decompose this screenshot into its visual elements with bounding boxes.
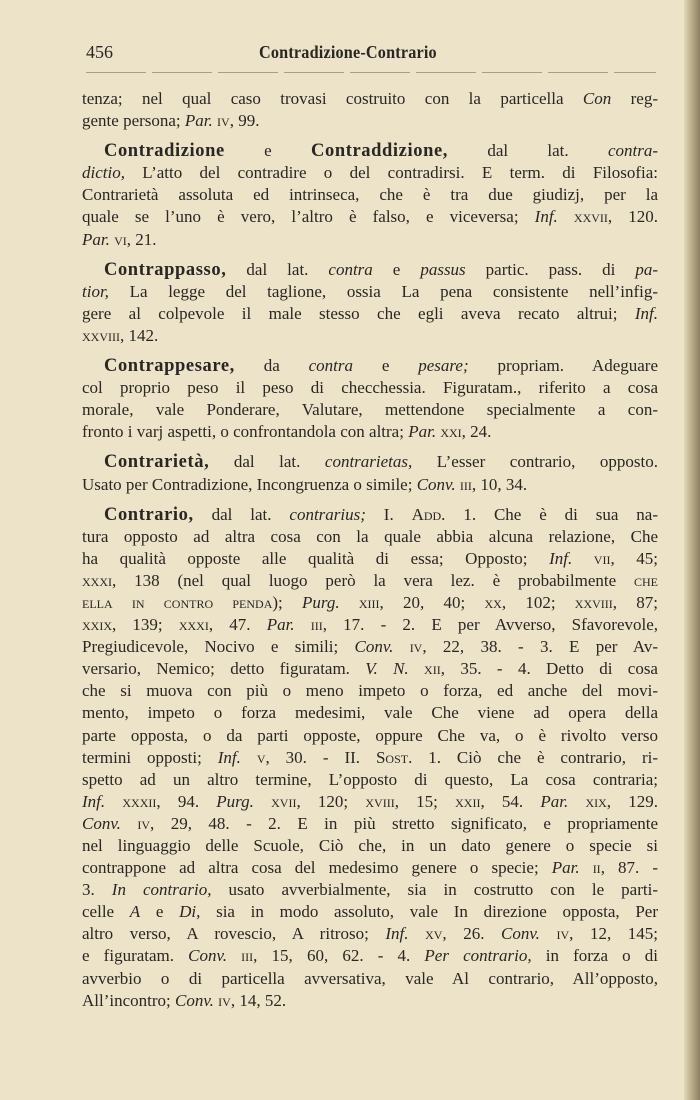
text-run: La legge del taglione, ossia La pena consistente nell’infig- bbox=[108, 281, 658, 301]
text-run: mento, impeto o forza medesimi, vale Che viene ad opera della bbox=[82, 703, 658, 723]
text-run bbox=[254, 792, 271, 811]
small-caps-text: xviii bbox=[365, 791, 395, 811]
text-run: , 47. bbox=[208, 615, 267, 635]
italic-text: contrarius; bbox=[289, 504, 366, 524]
text-run: in forza o di bbox=[531, 946, 658, 966]
text-run: dal lat. bbox=[226, 259, 329, 279]
text-run bbox=[393, 637, 409, 656]
small-caps-text: xxvii bbox=[573, 207, 608, 227]
italic-text: V. N. bbox=[365, 659, 409, 679]
text-run: reg- bbox=[611, 89, 658, 108]
text-run bbox=[227, 946, 241, 965]
italic-text: Inf. bbox=[549, 548, 573, 568]
text-line bbox=[82, 990, 658, 1012]
italic-text: Inf. bbox=[634, 303, 658, 323]
text-run: 1. Che è di sua na- bbox=[445, 504, 658, 524]
text-run: , 29, 48. - 2. E in più stretto significato, e propriamente bbox=[150, 813, 659, 833]
headword: Contrappasso, bbox=[104, 259, 227, 280]
small-caps-text: ii bbox=[592, 858, 601, 878]
text-run: gere al colpevole il male stesso che egli aveva recato altrui; bbox=[82, 303, 635, 323]
small-caps-text: iv bbox=[137, 813, 150, 833]
italic-text: Conv. bbox=[354, 637, 394, 657]
italic-text: Purg. bbox=[302, 592, 340, 612]
small-caps-text: xx bbox=[484, 592, 502, 612]
italic-text: Inf. bbox=[385, 924, 409, 944]
text-run: , 15, 60, 62. - 4. bbox=[253, 946, 425, 966]
italic-text: Conv. bbox=[82, 813, 121, 833]
text-line bbox=[82, 769, 658, 791]
italic-text: A bbox=[129, 902, 141, 922]
text-run bbox=[580, 858, 593, 877]
text-run: ); bbox=[272, 592, 302, 612]
italic-text: Inf. bbox=[534, 207, 558, 227]
text-run: celle bbox=[82, 902, 130, 922]
small-caps-text: xxi bbox=[440, 422, 462, 442]
text-line bbox=[82, 110, 658, 132]
text-run: , 17. - 2. E per Avverso, Sfavorevole, bbox=[322, 615, 659, 635]
text-line bbox=[82, 451, 658, 473]
text-run: , 10, 34. bbox=[471, 474, 528, 494]
italic-text: Conv. bbox=[416, 474, 456, 494]
text-line bbox=[82, 548, 658, 570]
text-run: , 142. bbox=[120, 325, 159, 345]
italic-text: Inf. bbox=[217, 747, 241, 767]
text-line bbox=[82, 791, 658, 813]
text-line bbox=[82, 140, 658, 162]
text-run: L’esser contrario, opposto. bbox=[412, 452, 658, 472]
small-caps-text: vi bbox=[114, 229, 127, 249]
text-line bbox=[82, 725, 658, 747]
text-run: , 138 (nel qual luogo però la vera lez. è probabilmente bbox=[112, 570, 634, 590]
italic-text: contra bbox=[328, 259, 373, 279]
text-line bbox=[82, 835, 658, 857]
text-line bbox=[82, 968, 658, 990]
small-caps-text: che bbox=[634, 570, 658, 590]
text-run bbox=[105, 792, 122, 811]
text-run: avverbio o di particella avversativa, vale Al contrario, All’opposto, bbox=[82, 968, 658, 988]
small-caps-text: iii bbox=[459, 474, 472, 494]
small-caps-text: iv bbox=[217, 111, 230, 131]
text-run: propriam. Adeguare bbox=[468, 356, 659, 376]
text-run: , 22, 38. - 3. E per Av- bbox=[422, 637, 659, 657]
text-run: , 15; bbox=[394, 791, 456, 811]
text-run: da bbox=[234, 356, 309, 376]
small-caps-text: xvii bbox=[271, 791, 297, 811]
text-line bbox=[82, 945, 658, 967]
small-caps-text: xxii bbox=[455, 791, 481, 811]
text-run: , 87; bbox=[612, 592, 658, 612]
text-run bbox=[121, 814, 137, 833]
text-run: , 14, 52. bbox=[230, 990, 287, 1010]
page-number: 456 bbox=[86, 42, 113, 62]
italic-text: Par. bbox=[408, 422, 437, 442]
italic-text: dictio, bbox=[82, 163, 125, 183]
headword: Contradizione bbox=[104, 141, 225, 162]
headword: Contrarietà, bbox=[104, 452, 210, 473]
dictionary-entry bbox=[82, 259, 658, 347]
small-caps-text: iii bbox=[310, 615, 323, 635]
headword: Contrappesare, bbox=[104, 356, 235, 377]
text-run bbox=[540, 924, 557, 943]
text-run bbox=[409, 659, 424, 678]
continued-entry bbox=[82, 88, 658, 132]
text-line bbox=[82, 857, 658, 879]
dictionary-body bbox=[82, 88, 658, 1020]
text-run bbox=[572, 549, 594, 568]
text-line bbox=[82, 421, 658, 443]
text-line bbox=[82, 281, 658, 303]
small-caps-text: xv bbox=[425, 924, 443, 944]
text-run bbox=[558, 207, 574, 226]
text-run: e bbox=[353, 356, 419, 376]
small-caps-text: xiii bbox=[358, 592, 380, 612]
text-run: , 30. - II. bbox=[265, 747, 376, 767]
small-caps-text: xxxi bbox=[82, 570, 112, 590]
italic-text: Con bbox=[582, 89, 612, 108]
small-caps-text: vii bbox=[593, 548, 611, 568]
text-run: partic. pass. di bbox=[465, 259, 636, 279]
text-line bbox=[82, 355, 658, 377]
italic-text: Conv. bbox=[175, 990, 214, 1010]
italic-text: Par. bbox=[551, 858, 580, 878]
text-run bbox=[241, 748, 257, 767]
small-caps-text: Sost. bbox=[375, 747, 413, 767]
text-run: spetto ad un altro termine, L’opposto di questo, La cosa contraria; bbox=[82, 769, 658, 789]
text-line bbox=[82, 303, 658, 325]
text-run: , 12, 145; bbox=[569, 924, 658, 944]
text-run: termini opposti; bbox=[82, 747, 218, 767]
text-line bbox=[82, 592, 658, 614]
text-line bbox=[82, 206, 658, 228]
small-caps-text: xxix bbox=[82, 615, 112, 635]
headword: Contraddizione, bbox=[311, 141, 448, 162]
small-caps-text: iv bbox=[409, 637, 423, 657]
text-run: , 99. bbox=[229, 111, 260, 131]
italic-text: contra- bbox=[607, 141, 658, 161]
italic-text: Par. bbox=[266, 615, 295, 635]
text-run: dal lat. bbox=[209, 452, 325, 472]
text-run bbox=[340, 593, 359, 612]
italic-text: pesare; bbox=[418, 356, 469, 376]
text-run: tura opposto ad altra cosa con la quale abbia alcuna relazione, Che bbox=[82, 526, 658, 546]
italic-text: Conv. bbox=[188, 946, 228, 966]
text-run: All’incontro; bbox=[82, 990, 176, 1010]
text-run: usato avverbialmente, sia in costrutto con le parti- bbox=[211, 880, 658, 900]
text-run: , 20, 40; bbox=[379, 592, 485, 612]
text-run bbox=[409, 924, 426, 943]
text-run: L’atto del contradire o del contradirsi. E term. di Filosofia: bbox=[124, 163, 658, 183]
text-line bbox=[82, 229, 658, 251]
small-caps-text: xxviii bbox=[574, 592, 613, 612]
italic-text: Purg. bbox=[216, 791, 254, 811]
text-line bbox=[82, 259, 658, 281]
text-line bbox=[82, 901, 658, 923]
text-run: nel linguaggio delle Scuole, Ciò che, in un dato genere o specie si bbox=[82, 836, 658, 855]
italic-text: Inf. bbox=[82, 791, 106, 811]
text-line bbox=[82, 747, 658, 769]
italic-text: contra bbox=[308, 356, 354, 376]
italic-text: Par. bbox=[82, 229, 110, 249]
text-line bbox=[82, 680, 658, 702]
text-run: , 120. bbox=[607, 207, 659, 227]
text-run: , 21. bbox=[126, 229, 157, 249]
text-line bbox=[82, 88, 658, 110]
text-run: Usato per Contradizione, Incongruenza o simile; bbox=[82, 474, 417, 494]
small-caps-text: iv bbox=[556, 924, 570, 944]
text-line bbox=[82, 614, 658, 636]
text-line bbox=[82, 377, 658, 399]
text-run: , 129. bbox=[606, 791, 659, 811]
small-caps-text: xix bbox=[585, 791, 607, 811]
italic-text: In contrario, bbox=[111, 880, 212, 900]
text-line bbox=[82, 184, 658, 206]
text-run: 1. Ciò che è contrario, ri- bbox=[412, 747, 659, 767]
text-run: che si muova con più o meno impeto o forza, ed anche del movi- bbox=[82, 681, 658, 701]
small-caps-text: xxxi bbox=[178, 615, 209, 635]
text-run: versario, Nemico; detto figuratam. bbox=[82, 659, 366, 679]
small-caps-text: Add. bbox=[411, 504, 446, 524]
italic-text: Conv. bbox=[501, 924, 540, 944]
italic-text: Par. bbox=[184, 111, 213, 131]
text-line bbox=[82, 474, 658, 496]
text-run: , 35. - 4. Detto di cosa bbox=[440, 659, 658, 679]
small-caps-text: iv bbox=[218, 990, 231, 1010]
dictionary-entry bbox=[82, 504, 658, 1012]
text-run: , 87. - bbox=[600, 858, 658, 878]
text-run: , 94. bbox=[156, 791, 217, 811]
text-run: ha qualità opposte alle qualità di essa; Opposto; bbox=[82, 548, 550, 568]
text-run: altro verso, A rovescio, A ritroso; bbox=[82, 924, 386, 944]
dictionary-entry bbox=[82, 140, 658, 250]
text-line bbox=[82, 325, 658, 347]
text-line bbox=[82, 570, 658, 592]
text-run: , 139; bbox=[112, 615, 179, 635]
text-run: 3. bbox=[82, 880, 112, 900]
small-caps-text: iii bbox=[241, 946, 254, 966]
italic-text: tior, bbox=[82, 281, 109, 301]
text-run: parte opposta, o da parti opposte, oppure Che va, o è rivolto verso bbox=[82, 725, 658, 745]
italic-text: Per contrario, bbox=[424, 946, 532, 966]
text-run: Contrarietà assoluta ed intrinseca, che è tra due giudizj, per la bbox=[82, 185, 658, 205]
text-run: dal lat. bbox=[448, 141, 608, 161]
page-edge-shadow bbox=[684, 0, 700, 1100]
text-run: dal lat. bbox=[193, 504, 290, 524]
text-run: I. bbox=[365, 504, 412, 524]
header-rule bbox=[86, 72, 656, 73]
italic-text: passus bbox=[420, 259, 466, 279]
small-caps-text: xxviii bbox=[82, 325, 120, 345]
text-run: , 45; bbox=[610, 548, 658, 568]
text-run: e bbox=[224, 141, 312, 161]
text-line bbox=[82, 162, 658, 184]
text-run: e bbox=[140, 902, 180, 922]
text-line bbox=[82, 879, 658, 901]
text-run: , 54. bbox=[480, 791, 541, 811]
page-header bbox=[86, 42, 656, 66]
text-line bbox=[82, 399, 658, 421]
text-run: morale, vale Ponderare, Valutare, mettendone specialmente a con- bbox=[82, 400, 658, 420]
text-line bbox=[82, 923, 658, 945]
text-run: , 26. bbox=[442, 924, 502, 944]
text-line bbox=[82, 702, 658, 724]
text-run: contrappone ad altra cosa del medesimo genere o specie; bbox=[82, 858, 552, 878]
italic-text: contrarietas, bbox=[324, 452, 413, 472]
italic-text: Par. bbox=[540, 791, 569, 811]
text-run: Pregiudicevole, Nocivo e simili; bbox=[82, 637, 355, 657]
text-run: gente persona; bbox=[82, 111, 185, 131]
small-caps-text: v bbox=[256, 747, 266, 767]
text-line bbox=[82, 658, 658, 680]
dictionary-entry bbox=[82, 355, 658, 443]
text-line bbox=[82, 636, 658, 658]
small-caps-text: xii bbox=[424, 659, 441, 679]
running-head: Contradizione-Contrario bbox=[259, 42, 437, 62]
headword: Contrario, bbox=[104, 504, 194, 525]
text-run: , 24. bbox=[461, 422, 492, 442]
text-run bbox=[568, 792, 585, 811]
text-run: sia in modo assoluto, vale In direzione opposta, Per bbox=[200, 902, 659, 922]
text-line bbox=[82, 813, 658, 835]
text-run: col proprio peso il peso di checchessia. Figuratam., riferito a cosa bbox=[82, 378, 658, 398]
italic-text: pa- bbox=[635, 259, 659, 279]
small-caps-text: ella in contro penda bbox=[82, 592, 273, 612]
italic-text: Di, bbox=[179, 902, 201, 922]
text-run: quale se l’uno è vero, l’altro è falso, e viceversa; bbox=[82, 207, 535, 227]
text-run: fronto i varj aspetti, o confrontandola con altra; bbox=[82, 422, 409, 442]
text-run: e figuratam. bbox=[82, 946, 189, 966]
text-run: , 120; bbox=[296, 791, 366, 811]
text-line bbox=[82, 526, 658, 548]
text-line bbox=[82, 504, 658, 526]
dictionary-entry bbox=[82, 451, 658, 495]
text-run: , 102; bbox=[501, 592, 575, 612]
text-run: e bbox=[372, 259, 421, 279]
small-caps-text: xxxii bbox=[122, 791, 157, 811]
text-run bbox=[295, 615, 311, 634]
text-run: tenza; nel qual caso trovasi costruito con la particella bbox=[82, 89, 583, 108]
